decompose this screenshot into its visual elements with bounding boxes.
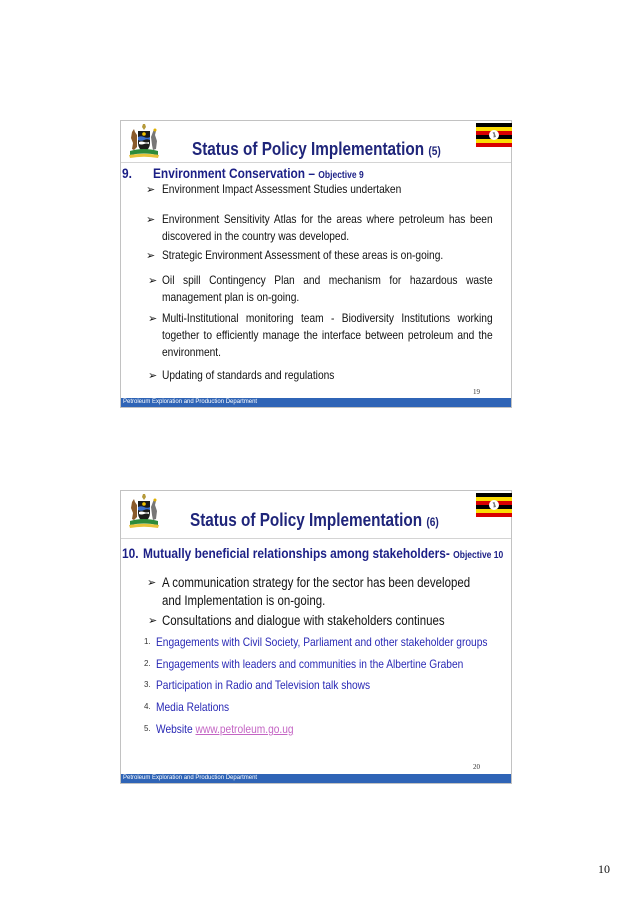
arrow-bullet-icon: ➢	[148, 274, 158, 287]
website-link[interactable]: www.petroleum.go.ug	[195, 722, 294, 736]
bullet-text	[162, 574, 493, 610]
item-text: Engagements with leaders and communities in the Albertine Graben	[156, 657, 464, 671]
page-number: 10	[598, 862, 610, 876]
arrow-bullet-icon: ➢	[148, 369, 158, 382]
section-heading-text: Mutually beneficial relationships among stakeholders-	[143, 545, 450, 561]
slide-number: 19	[473, 388, 480, 396]
objective-label: Objective 9	[318, 170, 364, 181]
bullet-line: discovered in the country was developed.	[162, 229, 350, 243]
arrow-bullet-icon: ➢	[146, 213, 156, 226]
footer-text: Petroleum Exploration and Production Department	[123, 399, 258, 405]
item-number: 1.	[144, 637, 151, 646]
section-number: 9.	[122, 165, 132, 181]
section-heading	[143, 545, 503, 564]
item-text: Media Relations	[156, 700, 230, 714]
bullet-line: together to efficiently manage the interface between petroleum and the	[162, 328, 493, 342]
bullet-text	[162, 310, 493, 361]
objective-label: Objective 10	[453, 550, 504, 561]
bullet-line: Updating of standards and regulations	[162, 368, 335, 382]
website-label: Website	[156, 722, 193, 736]
slide-title-part: (6)	[426, 515, 439, 529]
section-number: 10.	[122, 545, 139, 561]
slide-title	[190, 509, 439, 533]
item-text	[156, 721, 294, 737]
bullet-line: Consultations and dialogue with stakeholders continues	[162, 613, 445, 628]
bullet-text	[162, 367, 493, 384]
bullet-line: Multi-Institutional monitoring team - Biodiversity Institutions working	[162, 311, 493, 325]
bullet-line: management plan is on-going.	[162, 290, 300, 304]
slide-title-text: Status of Policy Implementation	[190, 510, 423, 530]
bullet-text	[162, 612, 493, 630]
footer-text: Petroleum Exploration and Production Department	[123, 775, 258, 781]
header-divider	[121, 538, 511, 539]
footer-bar	[121, 398, 511, 407]
item-number: 2.	[144, 659, 151, 668]
arrow-bullet-icon: ➢	[147, 576, 157, 589]
slide-number: 20	[473, 763, 480, 771]
footer-bar	[121, 774, 511, 783]
slide-title-text: Status of Policy Implementation	[192, 139, 425, 159]
item-number: 3.	[144, 680, 151, 689]
bullet-line: Oil spill Contingency Plan and mechanism for hazardous waste	[162, 273, 493, 287]
header-divider	[121, 162, 511, 163]
item-number: 5.	[144, 724, 151, 733]
slide-title	[192, 138, 441, 162]
coat-of-arms-logo	[127, 493, 161, 530]
bullet-line: and Implementation is on-going.	[162, 593, 326, 608]
slide-title-part: (5)	[428, 144, 441, 158]
bullet-line: environment.	[162, 345, 221, 359]
section-heading-text: Environment Conservation –	[153, 165, 316, 181]
slide	[120, 120, 512, 408]
arrow-bullet-icon: ➢	[148, 312, 158, 325]
bullet-text	[162, 181, 493, 198]
uganda-flag-icon	[476, 123, 512, 147]
bullet-text	[162, 272, 493, 306]
slide	[120, 490, 512, 784]
coat-of-arms-logo	[127, 123, 161, 160]
item-number: 4.	[144, 702, 151, 711]
bullet-line: Strategic Environment Assessment of these areas is on-going.	[162, 248, 444, 262]
bullet-text	[162, 247, 493, 264]
item-text: Participation in Radio and Television talk shows	[156, 678, 371, 692]
arrow-bullet-icon: ➢	[146, 183, 156, 196]
uganda-flag-icon	[476, 493, 512, 517]
arrow-bullet-icon: ➢	[148, 614, 158, 627]
bullet-line: Environment Sensitivity Atlas for the areas where petroleum has been	[162, 212, 493, 226]
bullet-text	[162, 211, 493, 245]
bullet-line: A communication strategy for the sector has been developed	[162, 575, 471, 590]
item-text: Engagements with Civil Society, Parliament and other stakeholder groups	[156, 635, 488, 649]
bullet-line: Environment Impact Assessment Studies undertaken	[162, 182, 402, 196]
arrow-bullet-icon: ➢	[146, 249, 156, 262]
